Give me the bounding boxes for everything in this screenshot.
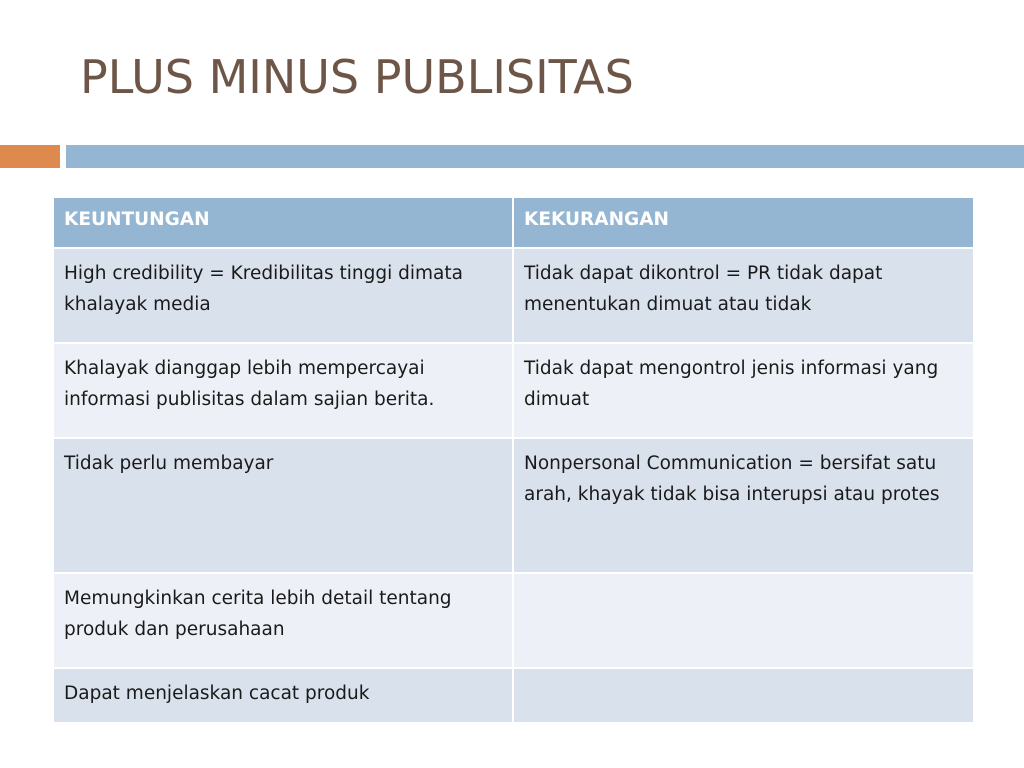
cell-keuntungan: Tidak perlu membayar [53,438,513,573]
comparison-table [52,196,975,724]
cell-keuntungan: High credibility = Kredibilitas tinggi dimata khalayak media [53,248,513,343]
header-keuntungan: KEUNTUNGAN [53,197,513,248]
accent-bar-orange [0,145,60,168]
table-row [53,248,974,343]
table-row [53,668,974,723]
cell-kekurangan: Tidak dapat mengontrol jenis informasi yang dimuat [513,343,974,438]
table-row [53,438,974,573]
cell-keuntungan: Dapat menjelaskan cacat produk [53,668,513,723]
header-kekurangan: KEKURANGAN [513,197,974,248]
cell-kekurangan [513,573,974,668]
table-row [53,343,974,438]
cell-kekurangan: Nonpersonal Communication = bersifat satu arah, khayak tidak bisa interupsi atau protes [513,438,974,573]
comparison-table-container [52,196,973,724]
table-row [53,573,974,668]
cell-keuntungan: Memungkinkan cerita lebih detail tentang produk dan perusahaan [53,573,513,668]
accent-bar-blue [66,145,1024,168]
cell-kekurangan: Tidak dapat dikontrol = PR tidak dapat menentukan dimuat atau tidak [513,248,974,343]
cell-kekurangan [513,668,974,723]
cell-keuntungan: Khalayak dianggap lebih mempercayai informasi publisitas dalam sajian berita. [53,343,513,438]
table-header-row [53,197,974,248]
slide-title: PLUS MINUS PUBLISITAS [80,50,634,104]
